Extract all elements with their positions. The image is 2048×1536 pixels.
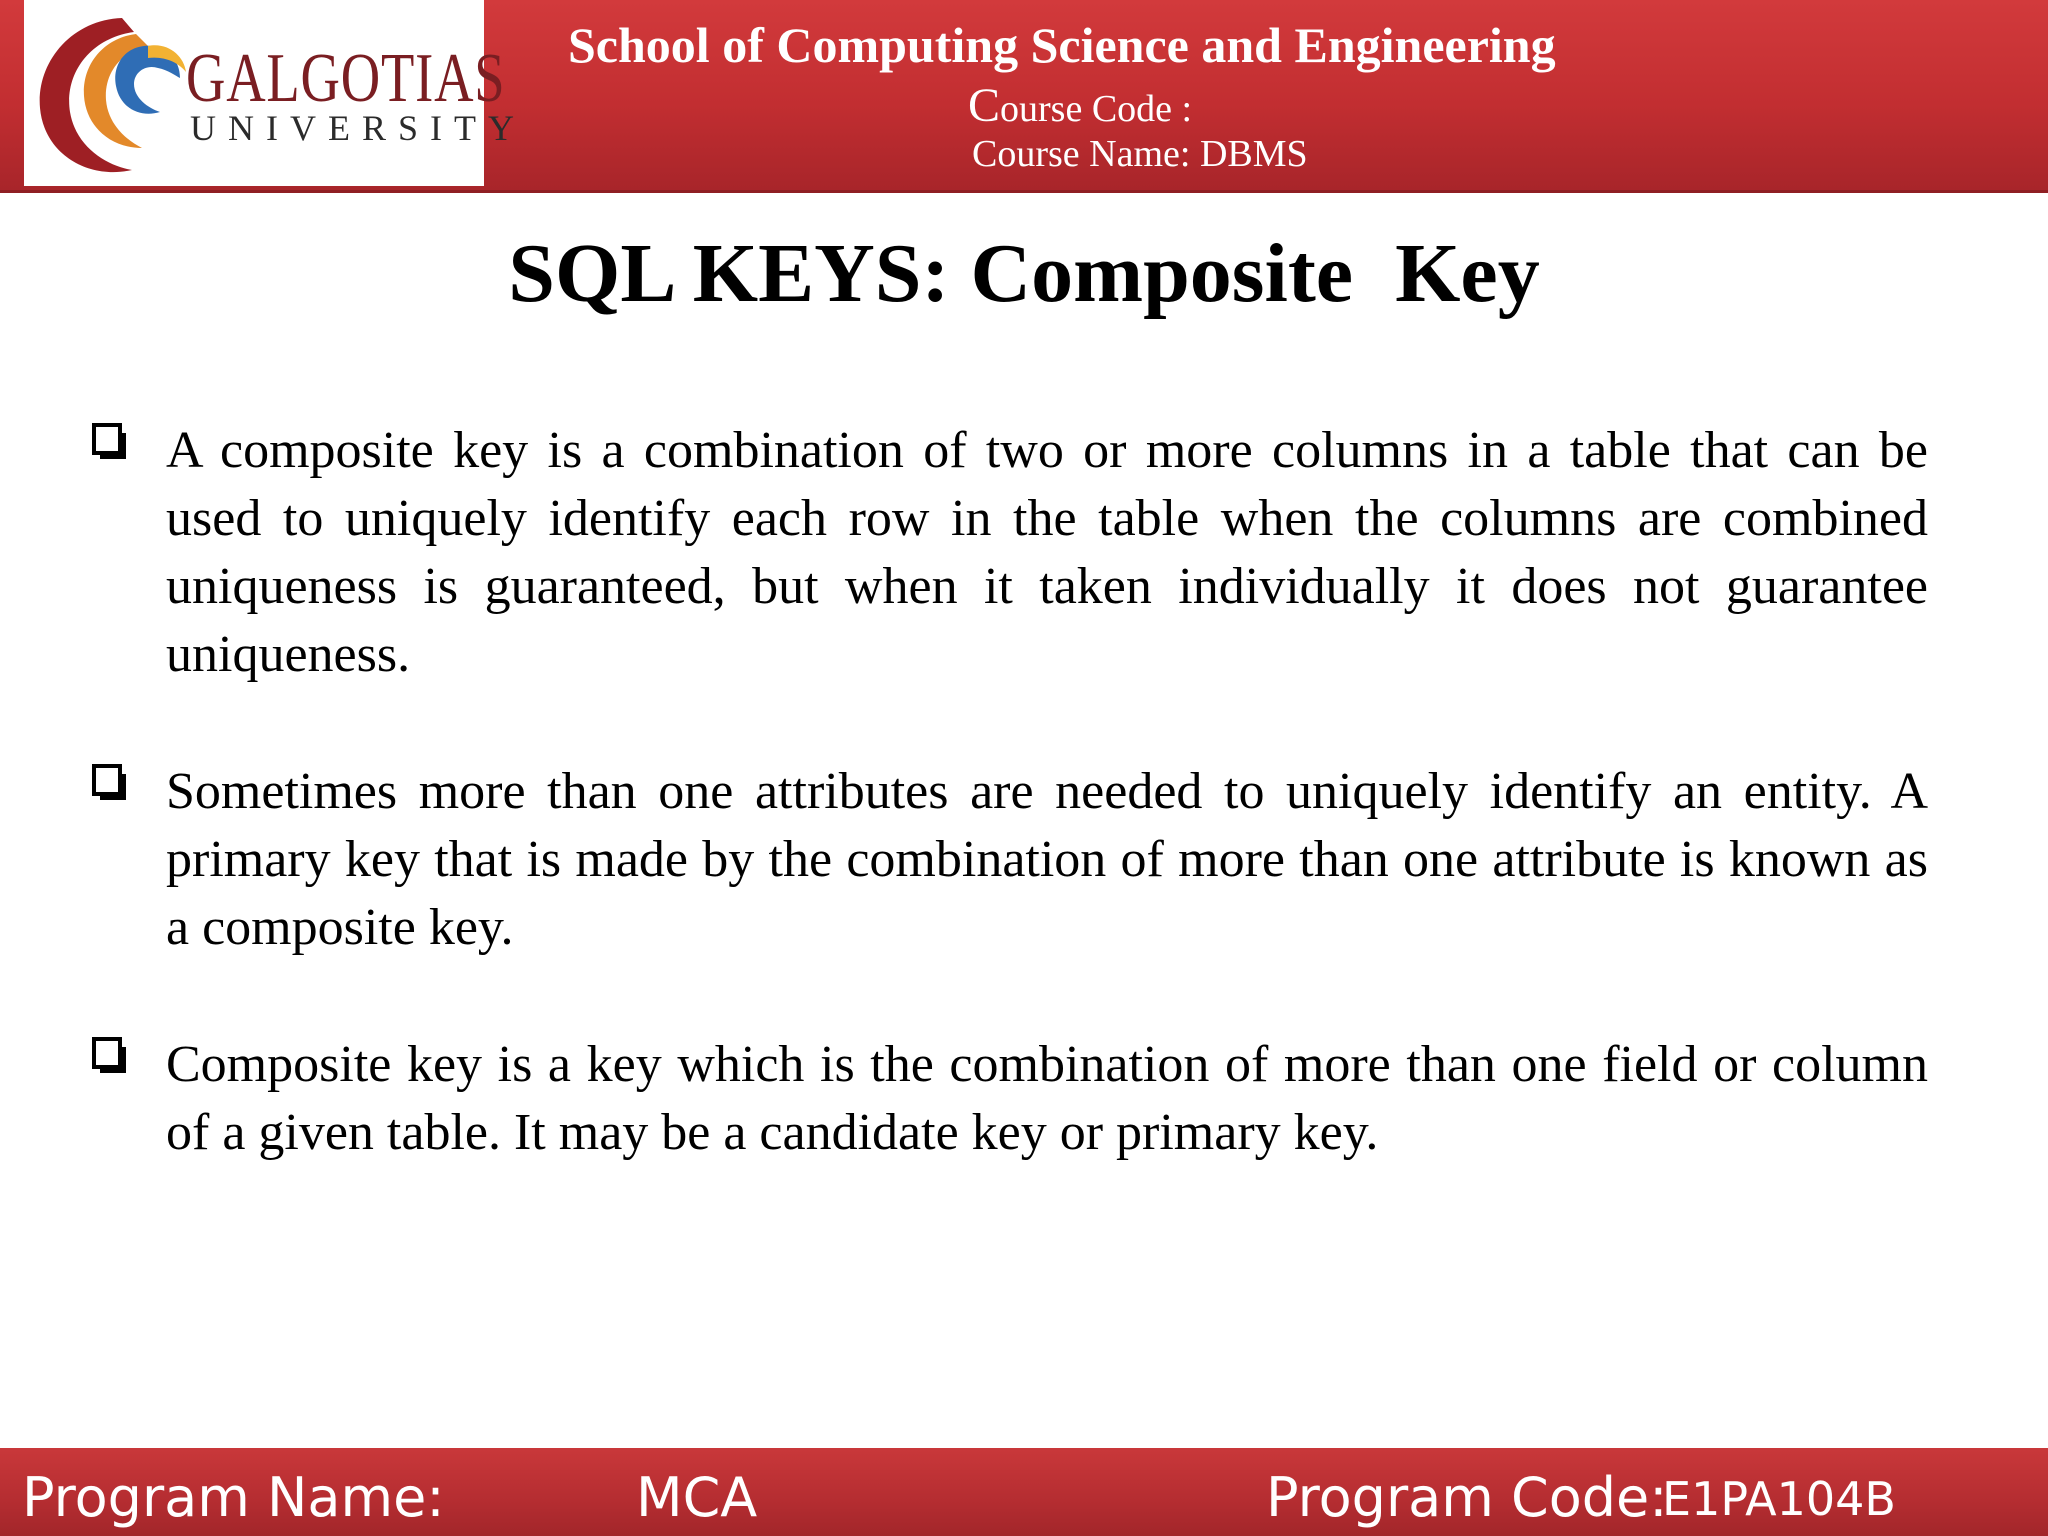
school-name: School of Computing Science and Engineering bbox=[568, 17, 1556, 73]
galgotias-logo-icon bbox=[30, 8, 190, 180]
course-code-initial: C bbox=[968, 79, 1001, 132]
program-name-value: MCA bbox=[636, 1466, 758, 1529]
course-name: Course Name: DBMS bbox=[972, 133, 1308, 175]
university-logo bbox=[24, 0, 526, 186]
program-code-value: E1PA104B bbox=[1662, 1472, 1896, 1526]
logo-subtitle: UNIVERSITY bbox=[190, 108, 526, 148]
bullet-text: Composite key is a key which is the combination of more than one field or column of a given table. It may be a candidate key or primary key. bbox=[166, 1036, 1928, 1161]
course-code bbox=[968, 80, 1192, 133]
hollow-square-bullet-icon bbox=[92, 423, 126, 463]
logo-wordmark: GALGOTIAS bbox=[186, 40, 506, 117]
slide-title: SQL KEYS: Composite Key bbox=[508, 227, 1540, 320]
program-name-label: Program Name: bbox=[22, 1466, 445, 1529]
program-code-label: Program Code: bbox=[1266, 1466, 1668, 1529]
bullet-text: A composite key is a combination of two or more columns in a table that can be used to uniquely identify each row in the table when the columns are combined uniqueness is guaranteed, but when it taken individually it does not guarantee uniqueness. bbox=[166, 422, 1928, 683]
course-code-text: ourse Code : bbox=[1000, 88, 1193, 130]
hollow-square-bullet-icon bbox=[92, 1037, 126, 1077]
slide-header bbox=[0, 0, 2048, 193]
slide-footer bbox=[0, 1448, 2048, 1536]
hollow-square-bullet-icon bbox=[92, 764, 126, 804]
bullet-text: Sometimes more than one attributes are needed to uniquely identify an entity. A primary key that is made by the combination of more than one attribute is known as a composite key. bbox=[166, 763, 1928, 956]
